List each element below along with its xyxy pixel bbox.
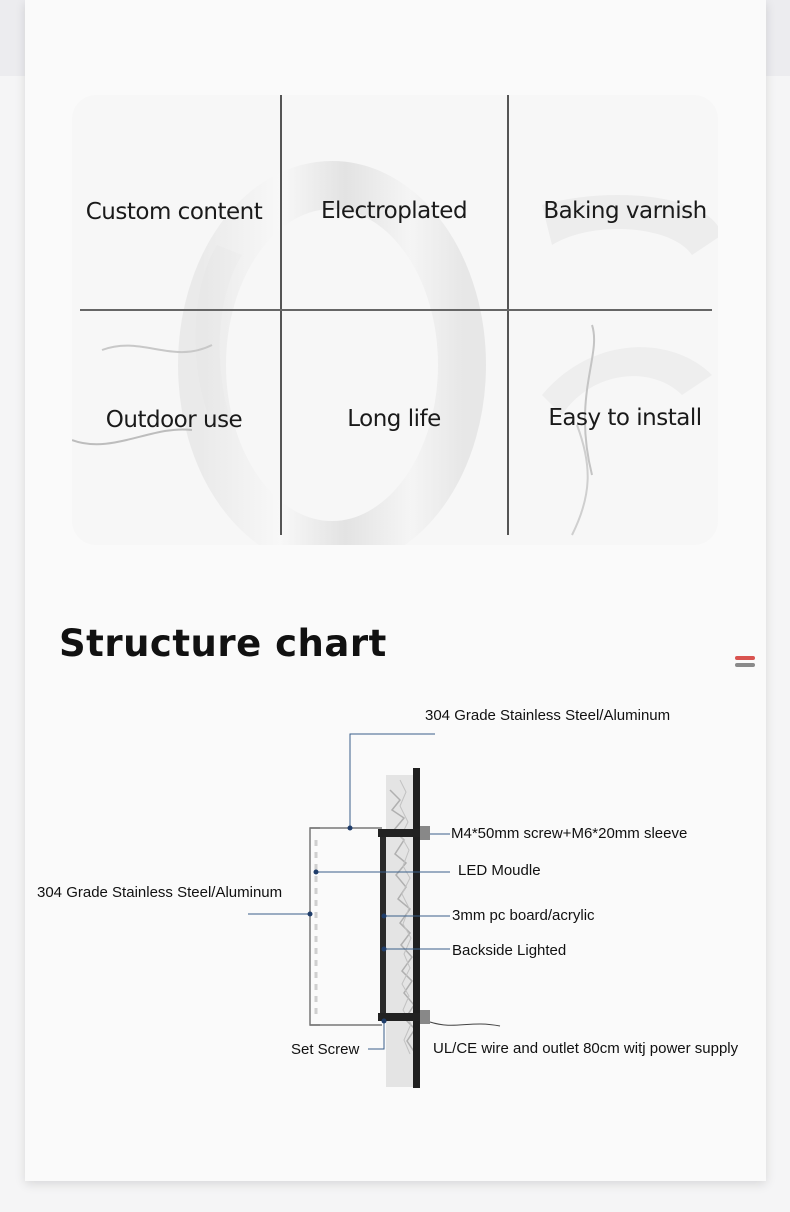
feature-outdoor-use: Outdoor use	[105, 407, 243, 433]
section-title: Structure chart	[59, 622, 387, 665]
feature-long-life: Long life	[347, 406, 441, 432]
wire	[430, 1022, 500, 1026]
leader-dots	[308, 826, 387, 1024]
label-side-material: 304 Grade Stainless Steel/Aluminum	[37, 884, 283, 901]
label-screw: M4*50mm screw+M6*20mm sleeve	[451, 825, 688, 842]
label-wire: UL/CE wire and outlet 80cm witj power supply	[433, 1040, 739, 1057]
feature-electroplated: Electroplated	[320, 198, 468, 224]
label-set-screw: Set Screw	[291, 1041, 360, 1058]
label-pc-board: 3mm pc board/acrylic	[452, 907, 595, 924]
feature-custom-content: Custom content	[85, 199, 263, 225]
label-top-material: 304 Grade Stainless Steel/Aluminum	[425, 707, 671, 724]
letter-housing	[310, 828, 386, 1025]
label-backside-lighted: Backside Lighted	[452, 942, 567, 959]
wall-surface	[386, 768, 420, 1088]
feature-baking-varnish: Baking varnish	[543, 198, 707, 224]
label-led-module: LED Moudle	[458, 862, 541, 879]
feature-easy-to-install: Easy to install	[548, 405, 702, 431]
